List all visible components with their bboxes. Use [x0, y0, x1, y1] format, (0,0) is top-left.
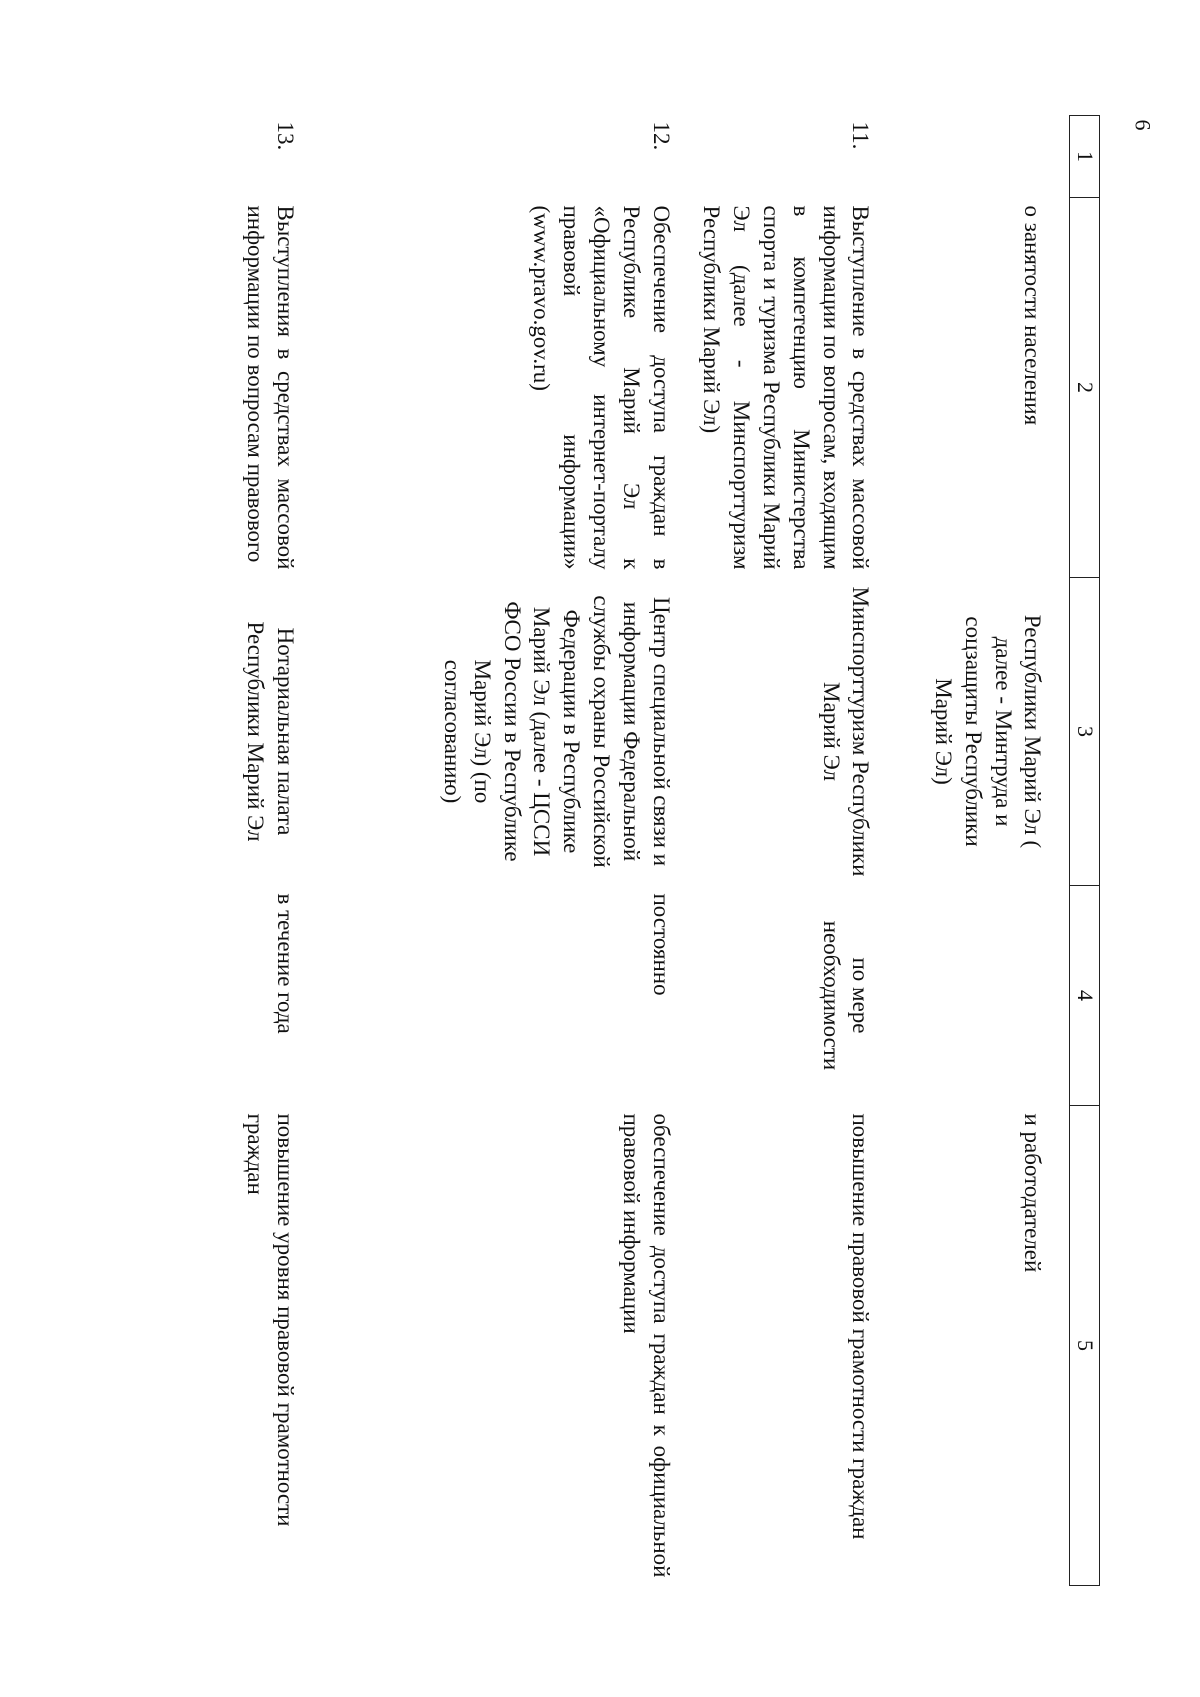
result-cell: повышение уровня правовой грамотности граждан	[243, 1113, 299, 1527]
result-cell: обеспечение доступа граждан к официальной правовой информации	[619, 1113, 675, 1578]
activity-cell: Выступления в средствах массовой информации по вопросам правового	[243, 205, 299, 570]
term-cell: в течение года	[273, 893, 299, 1034]
activity-cell: о занятости населения	[1020, 205, 1046, 426]
term-cell: по мере необходимости	[818, 920, 874, 1071]
table-row	[316, 116, 696, 1586]
table-row-continuation	[897, 116, 1070, 1586]
term-cell: постоянно	[649, 893, 675, 996]
column-header-number: 1	[1070, 116, 1100, 198]
column-header-term: 4	[1070, 886, 1100, 1106]
executor-cell: Нотариальная палата Республики Марий Эл	[243, 621, 299, 842]
column-header-executor: 3	[1070, 578, 1100, 886]
term-cell	[897, 886, 1070, 1106]
activity-cell: Обеспечение доступа граждан в Республике Марий Эл к «Официальному интернет-порталу правовой информации» (www.pravo.gov.ru)	[529, 205, 675, 570]
executor-cell: Республики Марий Эл ( далее - Минтруда и соцзащиты Республики Марий Эл)	[930, 614, 1046, 849]
row-number: 13.	[273, 121, 299, 151]
row-number	[897, 116, 1070, 198]
table-row	[240, 116, 316, 1586]
executor-cell: Минспорттуризм Республики Марий Эл	[818, 586, 874, 877]
row-number: 12.	[649, 121, 675, 151]
column-header-activity: 2	[1070, 198, 1100, 578]
table-header-row	[1070, 116, 1100, 1586]
page-number: 6	[1130, 119, 1156, 131]
executor-cell: Центр специальной связи и информации Федеральной службы охраны Российской Федерации в Республике Марий Эл (далее - ЦССИ ФСО России в Республике Марий Эл) (по согласованию)	[439, 595, 675, 868]
action-plan-table	[240, 115, 1100, 1586]
rotated-page-content	[210, 115, 1100, 1585]
table-row	[696, 116, 897, 1586]
result-cell: и работодателей	[1020, 1113, 1046, 1273]
column-header-result: 5	[1070, 1106, 1100, 1586]
activity-cell: Выступление в средствах массовой информации по вопросам, входящим в компетенцию Министерства спорта и туризма Республики Марий Эл (далее - Минспорттуризм Республики Марий Эл)	[698, 205, 874, 570]
row-number: 11.	[848, 121, 874, 150]
result-cell: повышение правовой грамотности граждан	[848, 1113, 874, 1540]
